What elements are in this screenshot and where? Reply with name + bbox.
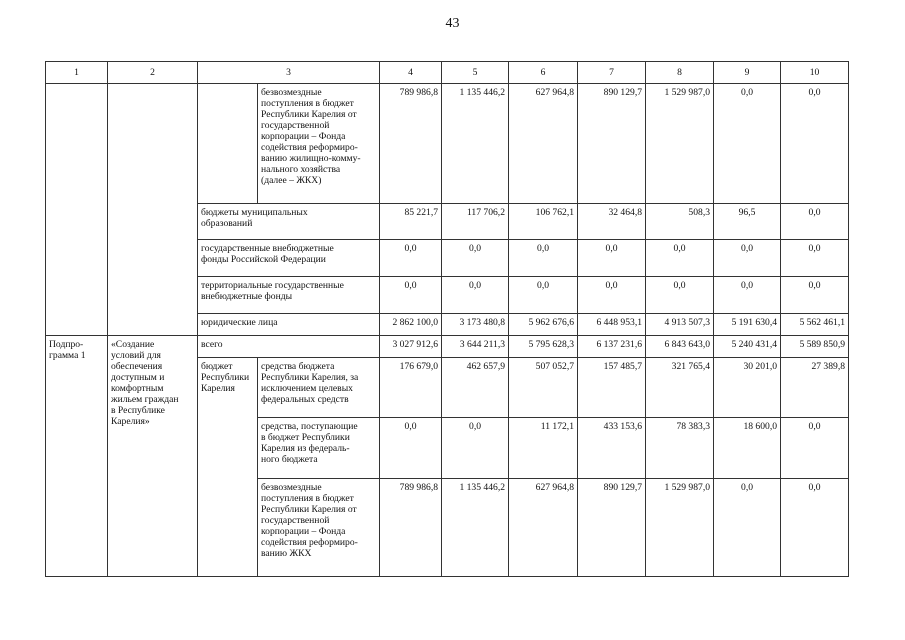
value-cell: 0,0 — [781, 84, 849, 204]
name-cell — [108, 84, 198, 336]
value-cell: 18 600,0 — [714, 418, 781, 479]
header-cell: 10 — [781, 62, 849, 84]
status-cell — [46, 84, 108, 336]
value-cell: 0,0 — [380, 277, 442, 314]
value-cell: 0,0 — [380, 240, 442, 277]
cell-line: государственной — [261, 515, 330, 526]
header-cell: 6 — [509, 62, 578, 84]
cell-line: жильем граждан — [111, 394, 179, 405]
header-cell: 5 — [442, 62, 509, 84]
value-cell: 6 843 643,0 — [646, 336, 714, 358]
value-cell: 627 964,8 — [509, 84, 578, 204]
value-cell: 6 448 953,1 — [578, 314, 646, 336]
value-cell: 6 137 231,6 — [578, 336, 646, 358]
value-cell: 0,0 — [646, 240, 714, 277]
cell-line: территориальные государственные — [201, 280, 344, 291]
header-cell: 8 — [646, 62, 714, 84]
cell-line: Республики Карелия, за — [261, 372, 359, 383]
value-cell: 1 135 446,2 — [442, 84, 509, 204]
source-cell — [258, 479, 380, 577]
budget-table — [45, 61, 849, 577]
name-cell — [108, 336, 198, 577]
cell-line: ванию ЖКХ — [261, 548, 312, 559]
cell-line: безвозмездные — [261, 482, 322, 493]
header-cell: 4 — [380, 62, 442, 84]
source-cell — [258, 418, 380, 479]
cell-line: грамма 1 — [49, 350, 86, 361]
cell-line: юридические лица — [201, 317, 278, 328]
value-cell: 0,0 — [714, 479, 781, 577]
cell-line: комфортным — [111, 383, 164, 394]
value-cell: 3 644 211,3 — [442, 336, 509, 358]
value-cell: 462 657,9 — [442, 358, 509, 418]
value-cell: 1 529 987,0 — [646, 84, 714, 204]
value-cell: 0,0 — [781, 204, 849, 240]
cell-line: Карелия» — [111, 416, 150, 427]
value-cell: 508,3 — [646, 204, 714, 240]
value-cell: 0,0 — [781, 277, 849, 314]
value-cell: 27 389,8 — [781, 358, 849, 418]
source-cell — [258, 84, 380, 204]
value-cell: 2 862 100,0 — [380, 314, 442, 336]
group-cell — [198, 84, 258, 204]
value-cell: 0,0 — [578, 277, 646, 314]
source-cell — [198, 336, 380, 358]
value-cell: 5 240 431,4 — [714, 336, 781, 358]
value-cell: 78 383,3 — [646, 418, 714, 479]
cell-line: Подпро- — [49, 339, 84, 350]
cell-line: государственной — [261, 120, 330, 131]
cell-line: (далее – ЖКХ) — [261, 175, 322, 186]
cell-line: доступным и — [111, 372, 165, 383]
cell-line: Республики — [201, 372, 250, 383]
cell-line: «Создание — [111, 339, 155, 350]
value-cell: 1 135 446,2 — [442, 479, 509, 577]
value-cell: 0,0 — [646, 277, 714, 314]
cell-line: Карелия из федераль- — [261, 443, 350, 454]
cell-line: всего — [201, 339, 223, 350]
value-cell: 3 173 480,8 — [442, 314, 509, 336]
value-cell: 0,0 — [714, 240, 781, 277]
source-cell — [198, 314, 380, 336]
cell-line: Карелия — [201, 383, 235, 394]
cell-line: федеральных средств — [261, 394, 349, 405]
value-cell: 0,0 — [442, 277, 509, 314]
value-cell: 106 762,1 — [509, 204, 578, 240]
header-cell: 3 — [198, 62, 380, 84]
cell-line: в бюджет Республики — [261, 432, 350, 443]
header-cell: 7 — [578, 62, 646, 84]
cell-line: безвозмездные — [261, 87, 322, 98]
cell-line: внебюджетные фонды — [201, 291, 293, 302]
cell-line: поступления в бюджет — [261, 98, 354, 109]
cell-line: бюджет — [201, 361, 233, 372]
cell-line: средства, поступающие — [261, 421, 358, 432]
value-cell: 0,0 — [442, 418, 509, 479]
value-cell: 321 765,4 — [646, 358, 714, 418]
table-row — [46, 336, 849, 358]
page-number: 43 — [445, 16, 460, 31]
value-cell: 627 964,8 — [509, 479, 578, 577]
value-cell: 507 052,7 — [509, 358, 578, 418]
value-cell: 0,0 — [781, 240, 849, 277]
value-cell: 30 201,0 — [714, 358, 781, 418]
value-cell: 789 986,8 — [380, 84, 442, 204]
value-cell: 0,0 — [781, 418, 849, 479]
value-cell: 0,0 — [509, 277, 578, 314]
cell-line: поступления в бюджет — [261, 493, 354, 504]
value-cell: 433 153,6 — [578, 418, 646, 479]
value-cell: 5 795 628,3 — [509, 336, 578, 358]
header-cell: 9 — [714, 62, 781, 84]
cell-line: условий для — [111, 350, 161, 361]
cell-line: Республики Карелия от — [261, 109, 357, 120]
value-cell: 96,5 — [714, 204, 781, 240]
value-cell: 32 464,8 — [578, 204, 646, 240]
cell-line: образований — [201, 218, 253, 229]
cell-line: Республики Карелия от — [261, 504, 357, 515]
value-cell: 117 706,2 — [442, 204, 509, 240]
cell-line: фонды Российской Федерации — [201, 254, 326, 265]
value-cell: 0,0 — [380, 418, 442, 479]
header-cell: 1 — [46, 62, 108, 84]
cell-line: корпорации – Фонда — [261, 131, 346, 142]
source-cell — [198, 204, 380, 240]
source-cell — [198, 277, 380, 314]
source-cell — [198, 240, 380, 277]
cell-line: исключением целевых — [261, 383, 353, 394]
value-cell: 1 529 987,0 — [646, 479, 714, 577]
value-cell: 789 986,8 — [380, 479, 442, 577]
cell-line: бюджеты муниципальных — [201, 207, 308, 218]
value-cell: 0,0 — [714, 277, 781, 314]
value-cell: 157 485,7 — [578, 358, 646, 418]
value-cell: 4 913 507,3 — [646, 314, 714, 336]
header-cell: 2 — [108, 62, 198, 84]
cell-line: корпорации – Фонда — [261, 526, 346, 537]
value-cell: 11 172,1 — [509, 418, 578, 479]
source-cell — [258, 358, 380, 418]
cell-line: ванию жилищно-комму- — [261, 153, 361, 164]
cell-line: содействия реформиро- — [261, 537, 358, 548]
value-cell: 0,0 — [578, 240, 646, 277]
cell-line: ного бюджета — [261, 454, 318, 465]
table-row — [46, 84, 849, 204]
header-row — [46, 62, 849, 84]
value-cell: 0,0 — [781, 479, 849, 577]
cell-line: содействия реформиро- — [261, 142, 358, 153]
cell-line: средства бюджета — [261, 361, 335, 372]
cell-line: нального хозяйства — [261, 164, 341, 175]
value-cell: 890 129,7 — [578, 84, 646, 204]
value-cell: 0,0 — [714, 84, 781, 204]
cell-line: обеспечения — [111, 361, 163, 372]
value-cell: 5 562 461,1 — [781, 314, 849, 336]
group-cell — [198, 358, 258, 577]
value-cell: 5 962 676,6 — [509, 314, 578, 336]
value-cell: 3 027 912,6 — [380, 336, 442, 358]
value-cell: 176 679,0 — [380, 358, 442, 418]
cell-line: в Республике — [111, 405, 165, 416]
value-cell: 0,0 — [442, 240, 509, 277]
value-cell: 5 191 630,4 — [714, 314, 781, 336]
value-cell: 85 221,7 — [380, 204, 442, 240]
status-cell — [46, 336, 108, 577]
value-cell: 5 589 850,9 — [781, 336, 849, 358]
value-cell: 890 129,7 — [578, 479, 646, 577]
value-cell: 0,0 — [509, 240, 578, 277]
cell-line: государственные внебюджетные — [201, 243, 334, 254]
